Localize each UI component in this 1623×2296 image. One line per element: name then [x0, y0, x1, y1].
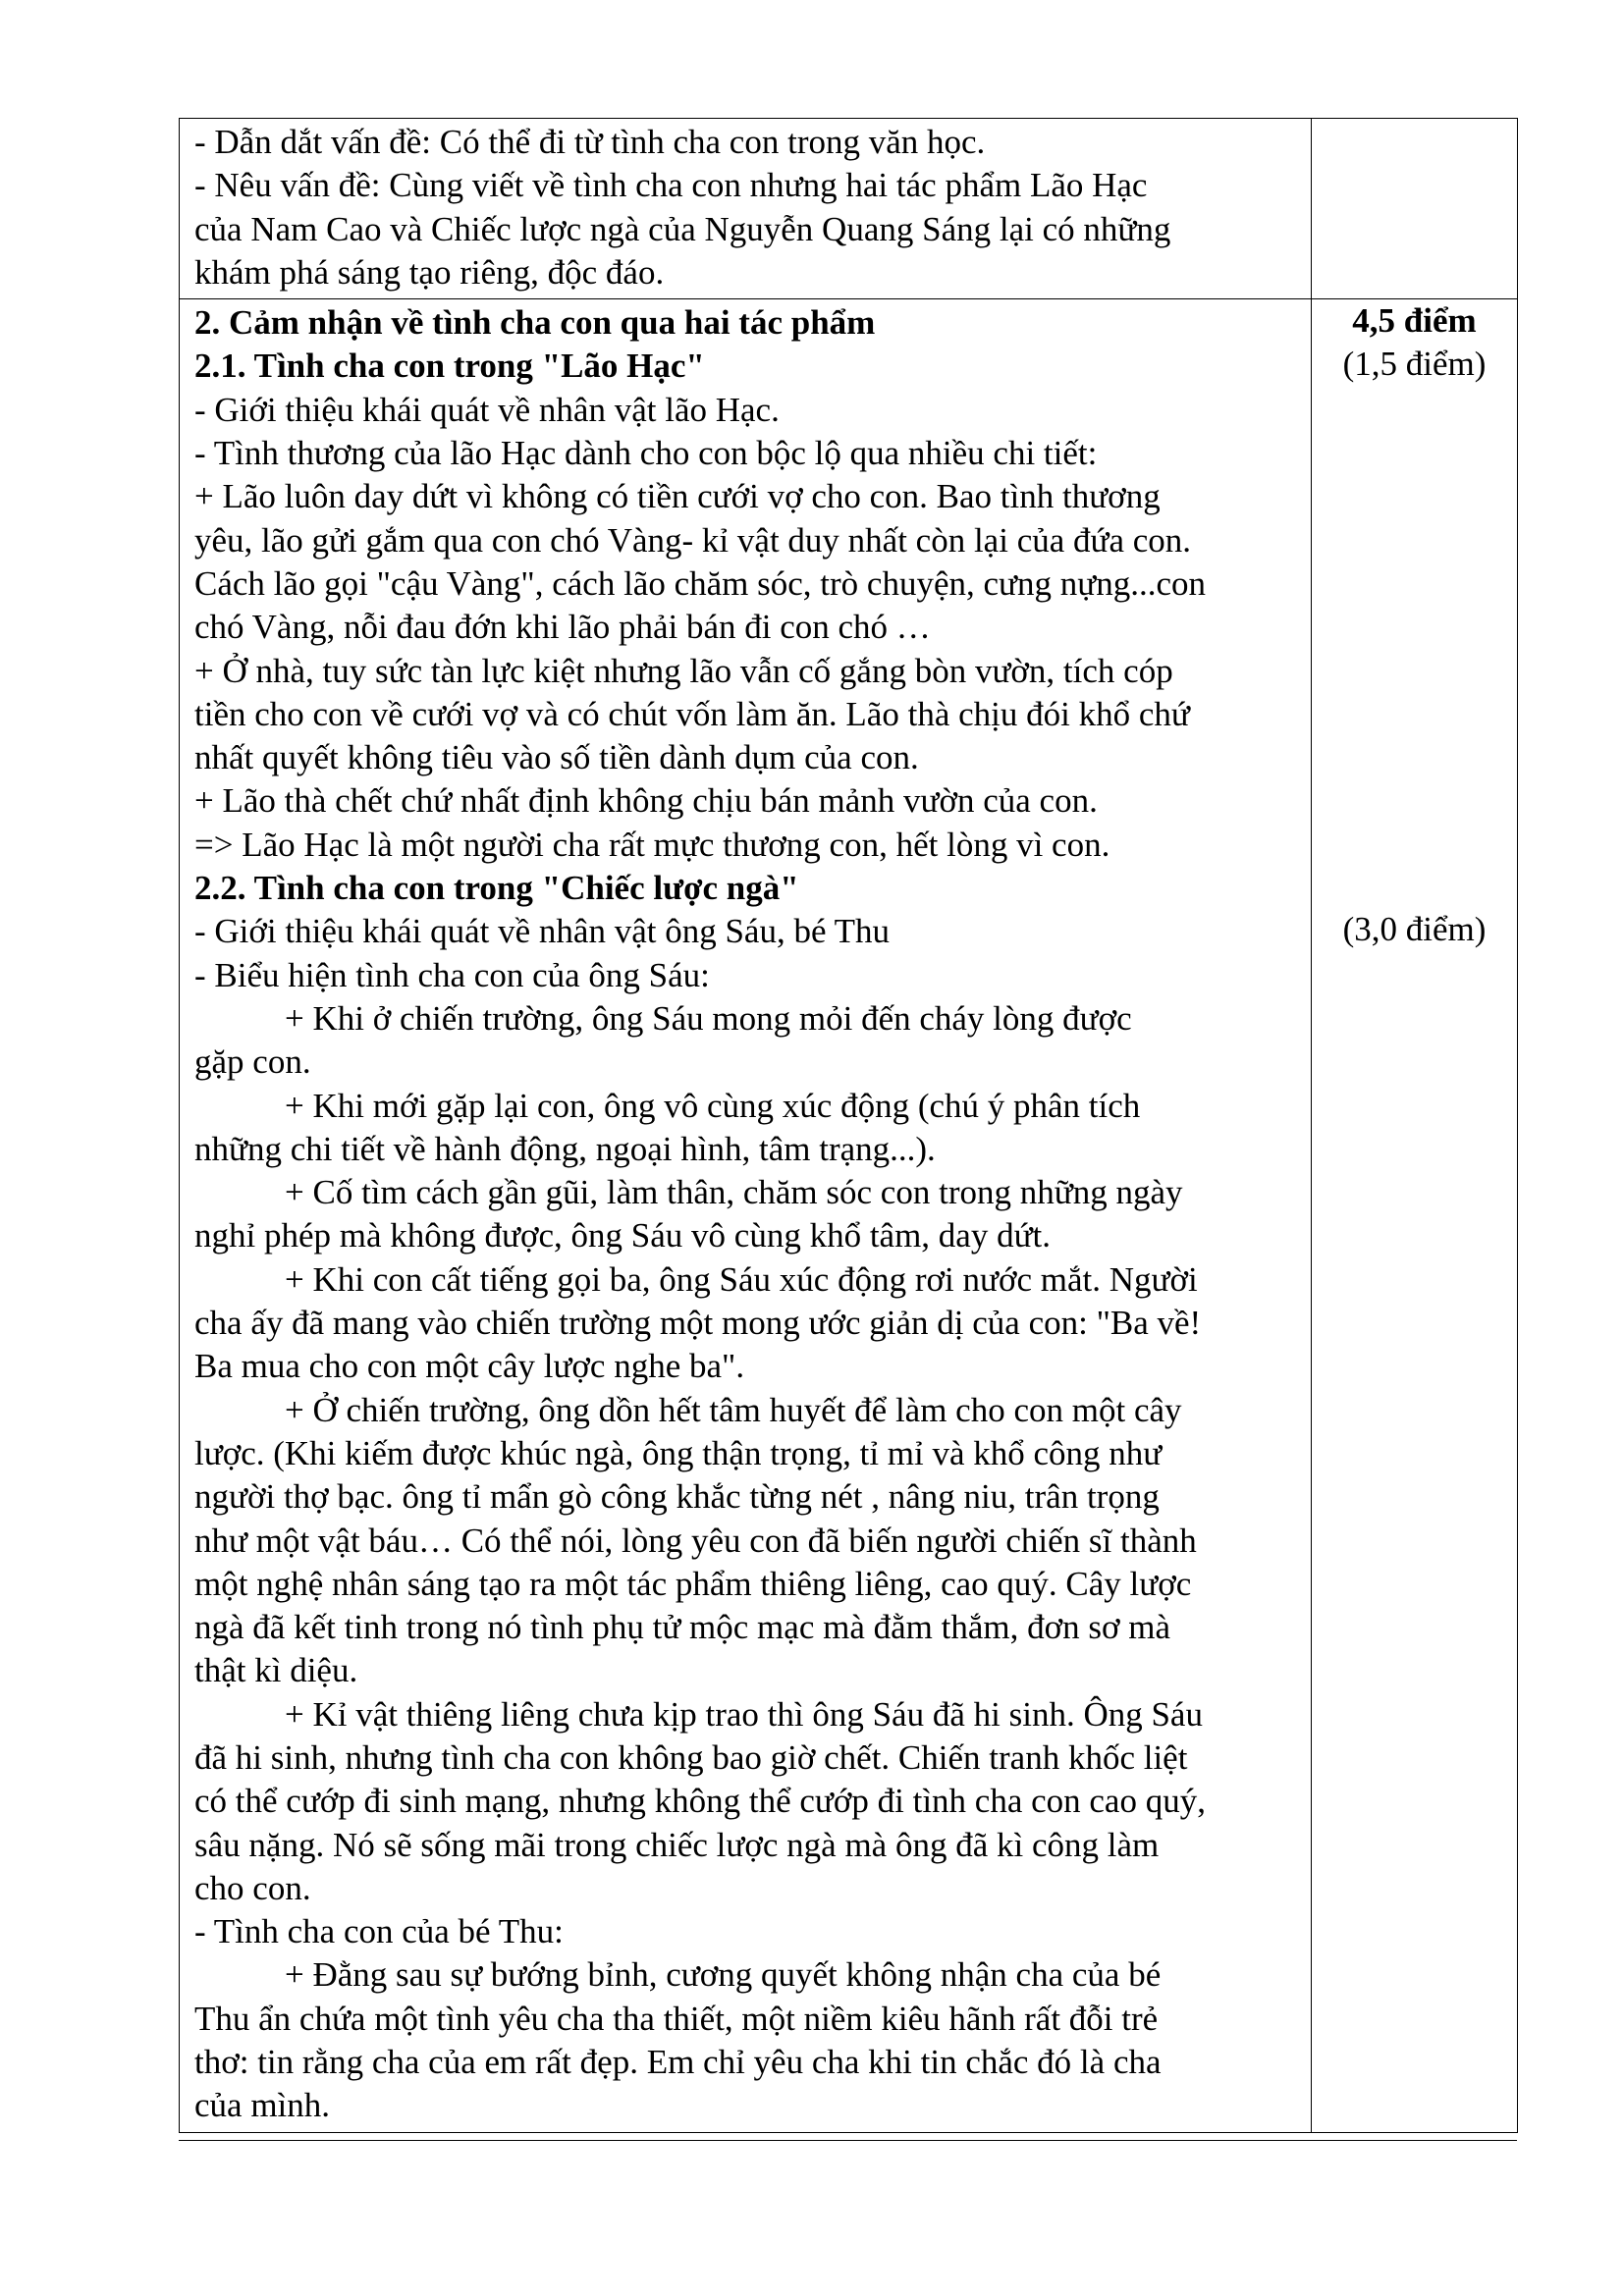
lao-hac-line: tiền cho con về cưới vợ và có chút vốn làm ăn. Lão thà chịu đói khổ chứ [194, 694, 1190, 733]
chiec-luoc-nga-line: như một vật báu… Có thể nói, lòng yêu con đã biến người chiến sĩ thành [194, 1521, 1197, 1560]
chiec-luoc-nga-line: lược. (Khi kiếm được khúc ngà, ông thận trọng, tỉ mỉ và khổ công như [194, 1433, 1163, 1472]
intro-line: - Dẫn dắt vấn đề: Có thể đi từ tình cha con trong văn học. [194, 123, 986, 161]
chiec-luoc-nga-line: cha ấy đã mang vào chiến trường một mong ước giản dị của con: "Ba về! [194, 1304, 1202, 1343]
intro-content-cell [180, 119, 1312, 299]
chiec-luoc-nga-line: + Khi con cất tiếng gọi ba, ông Sáu xúc động rơi nước mắt. Người [285, 1259, 1198, 1299]
lao-hac-line: - Giới thiệu khái quát về nhân vật lão Hạc. [194, 390, 780, 429]
chiec-luoc-nga-line: có thể cướp đi sinh mạng, nhưng không thể cướp đi tình cha con cao quý, [194, 1782, 1206, 1821]
chiec-luoc-nga-line: Thu ẩn chứa một tình yêu cha tha thiết, một niềm kiêu hãnh rất đỗi trẻ [194, 1999, 1159, 2038]
chiec-luoc-nga-line: + Khi mới gặp lại con, ông vô cùng xúc động (chú ý phân tích [285, 1086, 1141, 1125]
chiec-luoc-nga-line: thơ: tin rằng cha của em rất đẹp. Em chỉ yêu cha khi tin chắc đó là cha [194, 2043, 1162, 2082]
chiec-luoc-nga-line: gặp con. [194, 1042, 311, 1082]
chiec-luoc-nga-line: một nghệ nhân sáng tạo ra một tác phẩm thiêng liêng, cao quý. Cây lược [194, 1564, 1192, 1603]
chiec-luoc-nga-line: + Đằng sau sự bướng bỉnh, cương quyết không nhận cha của bé [285, 1955, 1162, 1995]
chiec-luoc-nga-line: + Khi ở chiến trường, ông Sáu mong mỏi đến cháy lòng được [285, 998, 1132, 1038]
lao-hac-paragraph [194, 389, 1299, 867]
intro-line: khám phá sáng tạo riêng, độc đáo. [194, 252, 665, 292]
row-main [180, 299, 1518, 2132]
main-content-cell [180, 299, 1312, 2132]
section-heading: 2. Cảm nhận về tình cha con qua hai tác phẩm [194, 303, 876, 343]
lao-hac-line: - Tình thương của lão Hạc dành cho con bộc lộ qua nhiều chi tiết: [194, 434, 1098, 473]
chiec-luoc-nga-line: + Cố tìm cách gần gũi, làm thân, chăm sóc con trong những ngày [285, 1173, 1183, 1212]
intro-line: của Nam Cao và Chiếc lược ngà của Nguyễn Quang Sáng lại có những [194, 209, 1171, 248]
chiec-luoc-nga-line: + Ở chiến trường, ông dồn hết tâm huyết để làm cho con một cây [285, 1390, 1182, 1429]
main-score-cell [1312, 299, 1518, 2132]
lao-hac-line: nhất quyết không tiêu vào số tiền dành dụm của con. [194, 738, 919, 777]
row-intro [180, 119, 1518, 299]
score-sub2: (3,0 điểm) [1342, 910, 1487, 949]
chiec-luoc-nga-line: Ba mua cho con một cây lược nghe ba". [194, 1347, 745, 1386]
chiec-luoc-nga-paragraph [194, 910, 1299, 2127]
chiec-luoc-nga-line: + Kỉ vật thiêng liêng chưa kịp trao thì ông Sáu đã hi sinh. Ông Sáu [285, 1694, 1203, 1734]
subsection-heading-chiec-luoc-nga: 2.2. Tình cha con trong "Chiếc lược ngà" [194, 869, 799, 908]
chiec-luoc-nga-line: - Tình cha con của bé Thu: [194, 1912, 564, 1951]
chiec-luoc-nga-line: người thợ bạc. ông tỉ mẩn gò công khắc từng nét , nâng niu, trân trọng [194, 1477, 1160, 1517]
chiec-luoc-nga-line: của mình. [194, 2086, 331, 2125]
chiec-luoc-nga-line: đã hi sinh, nhưng tình cha con không bao giờ chết. Chiến tranh khốc liệt [194, 1737, 1188, 1777]
intro-score-cell [1312, 119, 1518, 299]
lao-hac-line: + Lão thà chết chứ nhất định không chịu bán mảnh vườn của con. [194, 781, 1098, 821]
chiec-luoc-nga-line: - Giới thiệu khái quát về nhân vật ông Sáu, bé Thu [194, 912, 890, 951]
score-sub1: (1,5 điểm) [1342, 345, 1487, 384]
lao-hac-line: + Ở nhà, tuy sức tàn lực kiệt nhưng lão vẫn cố gắng bòn vườn, tích cóp [194, 651, 1173, 690]
intro-line: - Nêu vấn đề: Cùng viết về tình cha con nhưng hai tác phẩm Lão Hạc [194, 166, 1148, 205]
lao-hac-line: => Lão Hạc là một người cha rất mực thương con, hết lòng vì con. [194, 825, 1110, 864]
lao-hac-line: chó Vàng, nỗi đau đớn khi lão phải bán đi con chó … [194, 608, 931, 647]
score-total: 4,5 điểm [1352, 301, 1477, 341]
chiec-luoc-nga-line: - Biểu hiện tình cha con của ông Sáu: [194, 955, 710, 994]
score-spacer [1312, 387, 1517, 909]
chiec-luoc-nga-line: sâu nặng. Nó sẽ sống mãi trong chiếc lược ngà mà ông đã kì công làm [194, 1825, 1160, 1864]
lao-hac-line: yêu, lão gửi gắm qua con chó Vàng- kỉ vật duy nhất còn lại của đứa con. [194, 520, 1192, 560]
chiec-luoc-nga-line: nghỉ phép mà không được, ông Sáu vô cùng khổ tâm, day dứt. [194, 1216, 1052, 1255]
subsection-heading-lao-hac: 2.1. Tình cha con trong "Lão Hạc" [194, 347, 705, 386]
lao-hac-line: + Lão luôn day dứt vì không có tiền cưới vợ cho con. Bao tình thương [194, 477, 1161, 516]
lao-hac-line: Cách lão gọi "cậu Vàng", cách lão chăm sóc, trò chuyện, cưng nựng...con [194, 563, 1206, 603]
chiec-luoc-nga-line: cho con. [194, 1868, 311, 1907]
chiec-luoc-nga-line: những chi tiết về hành động, ngoại hình, tâm trạng...). [194, 1129, 936, 1168]
table-bottom-rule [179, 2140, 1517, 2141]
chiec-luoc-nga-line: ngà đã kết tinh trong nó tình phụ tử mộc mạc mà đằm thắm, đơn sơ mà [194, 1608, 1170, 1647]
chiec-luoc-nga-line: thật kì diệu. [194, 1651, 358, 1690]
answer-key-table [179, 118, 1518, 2133]
